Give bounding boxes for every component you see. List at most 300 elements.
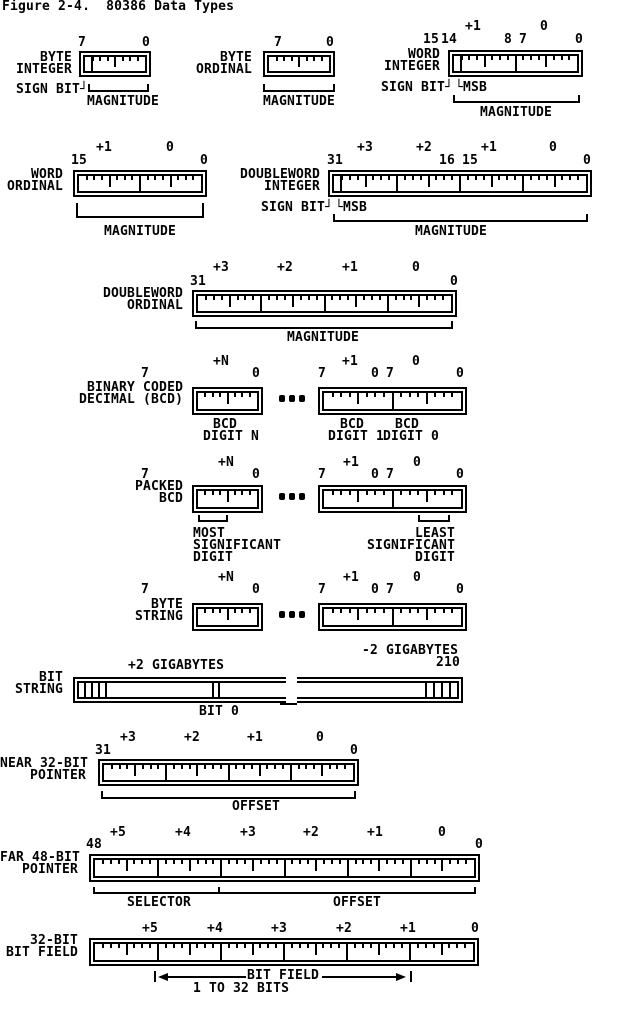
tick-mark [507, 56, 509, 60]
tick-mark [401, 944, 403, 948]
bit-string-line [280, 703, 297, 705]
tick-mark [443, 176, 445, 180]
packed-bcd-caption-significance: MOST [193, 526, 226, 541]
tick-mark [129, 57, 131, 61]
tick-mark [383, 393, 385, 397]
word-integer-section-label: INTEGER [384, 59, 441, 74]
tick-mark [307, 944, 309, 948]
figure-title: Figure 2-4. 80386 Data Types [2, 0, 235, 14]
byte-ordinal-bit-number: 7 [274, 35, 283, 50]
tick-mark [228, 860, 230, 864]
packed-bcd-bracket [418, 515, 450, 522]
tick-mark [434, 609, 436, 613]
tick-mark [349, 609, 351, 613]
byte-ordinal-section-label: BYTE [220, 50, 253, 65]
tick-mark [491, 56, 493, 60]
tick-mark [235, 765, 237, 769]
tick-mark [139, 176, 141, 191]
tick-mark [102, 944, 104, 948]
binary-coded-decimal-caption-digit: BCD [213, 417, 238, 432]
tick-mark [236, 944, 238, 948]
tick-mark [283, 944, 285, 960]
ellipsis-dot-icon [289, 611, 295, 618]
tick-mark [433, 944, 435, 948]
doubleword-ordinal-byte-offset-marker: 0 [412, 260, 421, 275]
doubleword-ordinal-byte-offset-marker: +1 [342, 260, 359, 275]
tick-mark [313, 57, 315, 61]
tick-mark [252, 296, 254, 300]
tick-mark [173, 944, 175, 948]
tick-mark [464, 944, 466, 948]
tick-mark [298, 57, 300, 67]
tick-mark [340, 609, 342, 613]
bit-string-line [77, 681, 286, 683]
tick-mark [417, 393, 419, 397]
tick-mark [147, 176, 149, 180]
tick-mark [109, 176, 111, 187]
tick-mark [165, 860, 167, 864]
tick-mark [546, 176, 548, 180]
doubleword-ordinal-bit-number: 31 [190, 274, 207, 289]
binary-coded-decimal-bit-number: 7 [141, 366, 150, 381]
tick-mark [107, 57, 109, 61]
ellipsis-dot-icon [279, 493, 285, 500]
ellipsis-dot-icon [299, 493, 305, 500]
tick-mark [181, 944, 183, 948]
tick-mark [249, 609, 251, 613]
tick-mark [177, 176, 179, 180]
tick-mark [291, 57, 293, 61]
32bit-bit-field-section-label: 32-BIT [30, 933, 79, 948]
byte-string-section-label: STRING [135, 609, 184, 624]
tick-mark [170, 176, 172, 187]
tick-mark [396, 176, 398, 191]
packed-bcd-bitbox-inner [196, 489, 259, 509]
tick-mark [409, 609, 411, 613]
tick-mark [383, 609, 385, 613]
far-48bit-pointer-bit-number: 0 [475, 837, 484, 852]
tick-mark [212, 393, 214, 397]
tick-mark [212, 860, 214, 864]
tick-mark [114, 57, 116, 67]
word-integer-bit-number: 7 [519, 32, 528, 47]
bit-string-line [449, 683, 451, 697]
tick-mark [237, 296, 239, 300]
packed-bcd-caption-significance: SIGNIFICANT [193, 538, 282, 553]
near-32bit-pointer-bitbox [98, 759, 359, 786]
tick-mark [426, 491, 428, 502]
tick-mark [372, 176, 374, 180]
tick-mark [366, 491, 368, 495]
doubleword-integer-byte-offset-marker: +2 [416, 140, 433, 155]
tick-mark [86, 176, 88, 180]
doubleword-ordinal-bracket [195, 321, 453, 329]
word-ordinal-byte-offset-marker: 0 [166, 140, 175, 155]
tick-mark [252, 944, 254, 955]
tick-mark [137, 57, 139, 61]
tick-mark [291, 944, 293, 948]
tick-mark [420, 176, 422, 180]
near-32bit-pointer-byte-offset-marker: 0 [316, 730, 325, 745]
far-48bit-pointer-bitbox [89, 854, 480, 882]
tick-mark [417, 491, 419, 495]
tick-mark [383, 491, 385, 495]
tick-mark [110, 944, 112, 948]
tick-mark [403, 296, 405, 300]
binary-coded-decimal-bitbox-inner [322, 391, 463, 411]
tick-mark [362, 944, 364, 948]
doubleword-integer-bit-number: 0 [583, 153, 592, 168]
tick-mark [530, 56, 532, 60]
tick-mark [165, 944, 167, 948]
tick-mark [434, 860, 436, 864]
byte-string-bit-number: 0 [252, 582, 261, 597]
bit-string-bit-number: 210 [436, 655, 461, 670]
tick-mark [259, 765, 261, 776]
tick-mark [162, 176, 164, 180]
tick-mark [392, 393, 394, 409]
tick-mark [229, 296, 231, 307]
byte-string-byte-offset-marker: +N [218, 570, 235, 585]
tick-mark [241, 393, 243, 397]
doubleword-ordinal-byte-offset-marker: +2 [277, 260, 294, 275]
tick-mark [357, 609, 359, 620]
tick-mark [276, 57, 278, 61]
byte-ordinal-bitbox-inner [267, 55, 331, 73]
tick-mark [305, 765, 307, 769]
doubleword-integer-bitbox-inner [332, 174, 588, 193]
tick-mark [392, 609, 394, 625]
tick-mark [241, 609, 243, 613]
tick-mark [428, 176, 430, 187]
word-integer-caption-magnitude: MAGNITUDE [480, 105, 553, 120]
tick-mark [443, 393, 445, 397]
word-ordinal-bit-number: 0 [200, 153, 209, 168]
tick-mark [515, 56, 517, 71]
tick-mark [204, 393, 206, 397]
tick-mark [456, 944, 458, 948]
packed-bcd-bitbox [192, 485, 263, 513]
word-integer-bit-number: 15 [423, 32, 440, 47]
packed-bcd-bitbox-inner [322, 489, 463, 509]
tick-mark [441, 860, 443, 871]
tick-mark [185, 176, 187, 180]
tick-mark [227, 609, 229, 620]
doubleword-integer-bitbox [328, 170, 592, 197]
tick-mark [181, 860, 183, 864]
far-48bit-pointer-byte-offset-marker: +5 [110, 825, 127, 840]
tick-mark [282, 765, 284, 769]
tick-mark [192, 176, 194, 180]
doubleword-ordinal-section-label: ORDINAL [127, 298, 184, 313]
doubleword-integer-bit-number: 16 [439, 153, 456, 168]
tick-mark [204, 765, 206, 769]
tick-mark [149, 860, 151, 864]
32bit-bit-field-line [410, 971, 412, 982]
tick-mark [124, 176, 126, 180]
tick-mark [484, 56, 486, 67]
word-integer-bitbox [448, 50, 583, 77]
tick-mark [118, 944, 120, 948]
tick-mark [459, 176, 461, 191]
tick-mark [370, 944, 372, 948]
packed-bcd-byte-offset-marker: +N [218, 455, 235, 470]
doubleword-integer-byte-offset-marker: 0 [549, 140, 558, 155]
tick-mark [522, 176, 524, 191]
tick-mark [116, 176, 118, 180]
tick-mark [404, 176, 406, 180]
far-48bit-pointer-bitbox-inner [93, 858, 476, 878]
tick-mark [331, 296, 333, 300]
tick-mark [204, 491, 206, 495]
packed-bcd-bit-number: 7 [318, 467, 327, 482]
doubleword-ordinal-bitbox-inner [196, 294, 453, 313]
tick-mark [268, 296, 270, 300]
packed-bcd-bit-number: 0 [252, 467, 261, 482]
tick-mark [418, 296, 420, 307]
bit-string-line [73, 677, 75, 703]
tick-mark [181, 765, 183, 769]
tick-mark [451, 609, 453, 613]
32bit-bit-field-caption-bit-field-range: 1 TO 32 BITS [193, 981, 290, 996]
doubleword-integer-caption-magnitude: MAGNITUDE [415, 224, 488, 239]
tick-mark [126, 765, 128, 769]
tick-mark [292, 296, 294, 307]
tick-mark [475, 176, 477, 180]
tick-mark [400, 609, 402, 613]
binary-coded-decimal-bitbox [318, 387, 467, 415]
tick-mark [275, 944, 277, 948]
tick-mark [122, 57, 124, 61]
tick-mark [204, 609, 206, 613]
byte-string-bit-number: 0 [456, 582, 465, 597]
packed-bcd-bit-number: 7 [141, 467, 150, 482]
tick-mark [442, 296, 444, 300]
tick-mark [315, 860, 317, 871]
tick-mark [313, 765, 315, 769]
ellipsis-dot-icon [289, 395, 295, 402]
tick-mark [387, 296, 389, 311]
tick-mark [243, 765, 245, 769]
tick-mark [468, 56, 470, 60]
tick-mark [410, 860, 412, 876]
tick-mark [299, 944, 301, 948]
tick-mark [244, 944, 246, 948]
tick-mark [212, 944, 214, 948]
tick-mark [220, 860, 222, 876]
far-48bit-pointer-section-label: POINTER [22, 862, 79, 877]
bit-string-line [73, 701, 286, 703]
bit-string-line [457, 681, 459, 699]
tick-mark [321, 57, 323, 61]
tick-mark [299, 860, 301, 864]
word-ordinal-section-label: ORDINAL [7, 179, 64, 194]
tick-mark [220, 765, 222, 769]
tick-mark [118, 860, 120, 864]
tick-mark [378, 860, 380, 871]
tick-mark [380, 176, 382, 180]
bit-string-line [218, 683, 220, 697]
32bit-bit-field-line [154, 971, 156, 982]
bit-string-caption-bit0: BIT 0 [199, 704, 240, 719]
tick-mark [357, 176, 359, 180]
byte-integer-caption-magnitude: MAGNITUDE [87, 94, 160, 109]
tick-mark [331, 860, 333, 864]
tick-mark [220, 944, 222, 960]
tick-mark [173, 860, 175, 864]
near-32bit-pointer-caption-offset: OFFSET [232, 799, 281, 814]
tick-mark [173, 765, 175, 769]
word-ordinal-byte-offset-marker: +1 [96, 140, 113, 155]
near-32bit-pointer-bracket [101, 791, 356, 799]
bit-string-caption-range: +2 GIGABYTES [128, 658, 225, 673]
tick-mark [417, 609, 419, 613]
tick-mark [308, 296, 310, 300]
tick-mark [260, 296, 262, 311]
packed-bcd-caption-significance: LEAST [415, 526, 456, 541]
doubleword-integer-section-label: INTEGER [264, 179, 321, 194]
tick-mark [426, 296, 428, 300]
tick-mark [234, 491, 236, 495]
byte-integer-section-label: INTEGER [16, 62, 73, 77]
tick-mark [379, 296, 381, 300]
tick-mark [545, 56, 547, 67]
tick-mark [365, 176, 367, 187]
bit-string-line [297, 697, 459, 699]
tick-mark [133, 860, 135, 864]
byte-string-byte-offset-marker: +1 [343, 570, 360, 585]
tick-mark [441, 944, 443, 955]
bit-string-section-label: STRING [15, 682, 64, 697]
tick-mark [530, 176, 532, 180]
byte-string-bitbox [318, 603, 467, 631]
tick-mark [291, 860, 293, 864]
tick-mark [336, 765, 338, 769]
tick-mark [141, 944, 143, 948]
tick-mark [340, 491, 342, 495]
binary-coded-decimal-caption-digit: DIGIT 1 [328, 429, 385, 444]
tick-mark [400, 491, 402, 495]
tick-mark [371, 296, 373, 300]
arrowhead-left-icon [158, 973, 168, 981]
doubleword-ordinal-section-label: DOUBLEWORD [103, 286, 184, 301]
tick-mark [322, 944, 324, 948]
tick-mark [491, 176, 493, 187]
tick-mark [205, 296, 207, 300]
binary-coded-decimal-byte-offset-marker: +N [213, 354, 230, 369]
word-ordinal-bracket [76, 203, 204, 218]
doubleword-integer-bracket [333, 214, 588, 222]
tick-mark [241, 491, 243, 495]
tick-mark [157, 944, 159, 960]
tick-mark [448, 944, 450, 948]
tick-mark [101, 176, 103, 180]
tick-mark [102, 860, 104, 864]
tick-mark [284, 296, 286, 300]
tick-mark [340, 176, 342, 191]
tick-mark [400, 393, 402, 397]
tick-mark [276, 860, 278, 864]
near-32bit-pointer-byte-offset-marker: +1 [247, 730, 264, 745]
tick-mark [259, 944, 261, 948]
tick-mark [197, 860, 199, 864]
tick-mark [131, 176, 133, 180]
far-48bit-pointer-byte-offset-marker: 0 [438, 825, 447, 840]
tick-mark [306, 57, 308, 61]
tick-mark [249, 393, 251, 397]
tick-mark [93, 176, 95, 180]
32bit-bit-field-caption-bit-field: BIT FIELD [247, 968, 320, 983]
tick-mark [378, 944, 380, 955]
tick-mark [205, 860, 207, 864]
tick-mark [134, 765, 136, 776]
tick-mark [189, 944, 191, 955]
tick-mark [315, 944, 317, 955]
tick-mark [451, 491, 453, 495]
tick-mark [498, 176, 500, 180]
byte-integer-section-label: BYTE [40, 50, 73, 65]
tick-mark [219, 491, 221, 495]
tick-mark [434, 491, 436, 495]
tick-mark [119, 765, 121, 769]
tick-mark [204, 944, 206, 948]
packed-bcd-bitbox [318, 485, 467, 513]
tick-mark [425, 944, 427, 948]
tick-mark [141, 860, 143, 864]
doubleword-integer-byte-offset-marker: +3 [357, 140, 374, 155]
32bit-bit-field-byte-offset-marker: +2 [336, 921, 353, 936]
far-48bit-pointer-byte-offset-marker: +2 [303, 825, 320, 840]
ellipsis-dot-icon [299, 395, 305, 402]
tick-mark [476, 56, 478, 60]
32bit-bit-field-bitbox-inner [93, 942, 475, 962]
far-48bit-pointer-byte-offset-marker: +3 [240, 825, 257, 840]
tick-mark [349, 491, 351, 495]
tick-mark [366, 393, 368, 397]
32bit-bit-field-bitbox [89, 938, 479, 966]
tick-mark [385, 944, 387, 948]
tick-mark [154, 176, 156, 180]
doubleword-integer-section-label: DOUBLEWORD [240, 167, 321, 182]
doubleword-integer-caption-sign-bit: SIGN BIT┘ [261, 200, 334, 215]
ellipsis-dot-icon [279, 395, 285, 402]
tick-mark [349, 393, 351, 397]
tick-mark [374, 609, 376, 613]
tick-mark [323, 860, 325, 864]
tick-mark [410, 296, 412, 300]
tick-mark [251, 765, 253, 769]
tick-mark [417, 944, 419, 948]
32bit-bit-field-byte-offset-marker: 0 [471, 921, 480, 936]
tick-mark [561, 176, 563, 180]
tick-mark [357, 491, 359, 502]
word-integer-bracket [453, 95, 580, 103]
tick-mark [409, 944, 411, 960]
tick-mark [435, 176, 437, 180]
tick-mark [228, 765, 230, 780]
near-32bit-pointer-bit-number: 31 [95, 743, 112, 758]
byte-string-byte-offset-marker: 0 [413, 570, 422, 585]
32bit-bit-field-byte-offset-marker: +4 [207, 921, 224, 936]
byte-ordinal-section-label: ORDINAL [196, 62, 253, 77]
tick-mark [402, 860, 404, 864]
doubleword-integer-byte-offset-marker: +1 [481, 140, 498, 155]
tick-mark [514, 176, 516, 180]
tick-mark [332, 609, 334, 613]
tick-mark [165, 765, 167, 780]
tick-mark [393, 944, 395, 948]
tick-mark [329, 765, 331, 769]
